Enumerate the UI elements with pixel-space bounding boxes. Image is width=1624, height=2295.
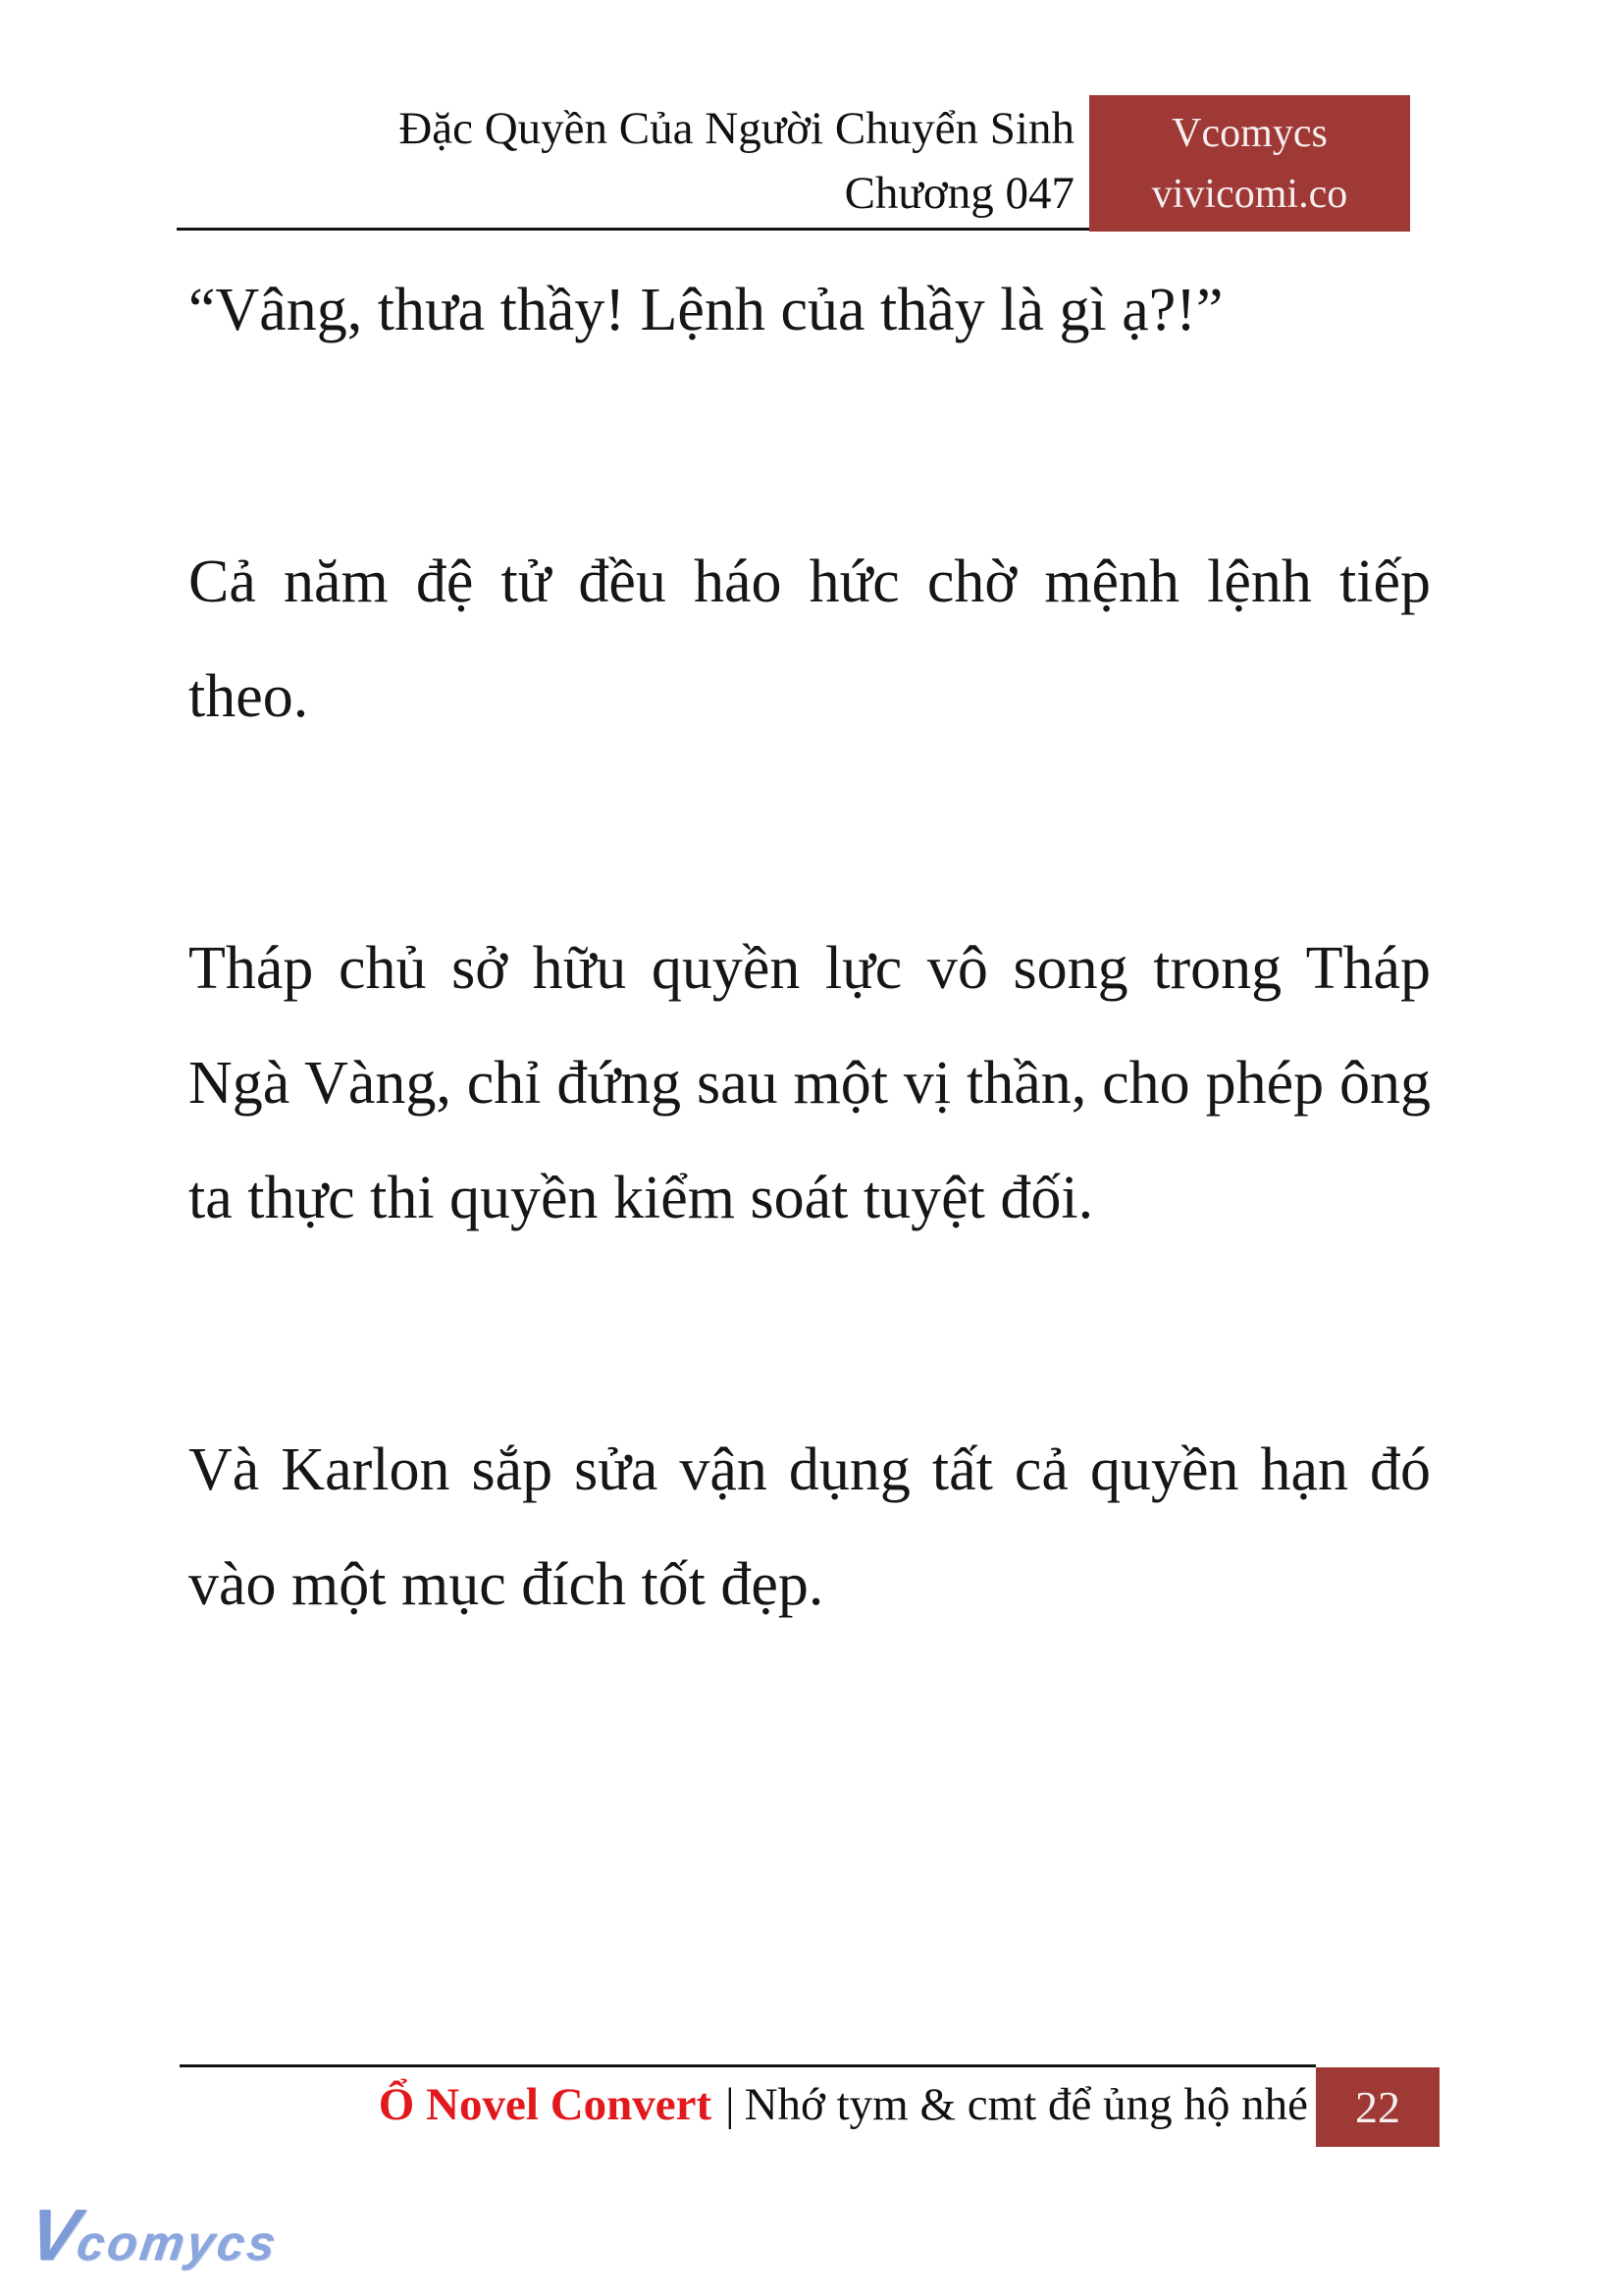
- chapter-label: Chương 047: [844, 168, 1074, 219]
- publisher-name: Vcomycs: [1172, 111, 1328, 156]
- paragraph: Cả năm đệ tử đều háo hức chờ mệnh lệnh tiếp theo.: [188, 548, 1431, 730]
- footer-bar: [180, 2072, 1308, 2137]
- page-number-badge: [1316, 2067, 1440, 2147]
- publisher-url: vivicomi.co: [1151, 172, 1348, 217]
- page-number: 22: [1355, 2082, 1400, 2132]
- vcomycs-watermark-logo: [24, 2194, 283, 2275]
- header-divider: [177, 228, 1089, 231]
- watermark-initial: V: [24, 2194, 84, 2275]
- watermark-rest: comycs: [73, 2216, 282, 2270]
- paragraph: Và Karlon sắp sửa vận dụng tất cả quyền hạn đó vào một mục đích tốt đẹp.: [188, 1436, 1431, 1618]
- footer-divider: [180, 2064, 1316, 2067]
- publisher-brand-box: [1089, 95, 1410, 232]
- page-title: Đặc Quyền Của Người Chuyển Sinh: [398, 103, 1074, 154]
- chapter-text: [188, 253, 1431, 1643]
- footer-separator: |: [725, 2079, 735, 2130]
- paragraph: “Vâng, thưa thầy! Lệnh của thầy là gì ạ?!”: [188, 277, 1224, 343]
- footer-note: Nhớ tym & cmt để ủng hộ nhé: [744, 2079, 1308, 2130]
- header-title-block: [398, 96, 1074, 226]
- paragraph: Tháp chủ sở hữu quyền lực vô song trong Tháp Ngà Vàng, chỉ đứng sau một vị thần, cho phép ông ta thực thi quyền kiểm soát tuyệt đối.: [188, 935, 1431, 1231]
- footer-brand: Ổ Novel Convert: [378, 2079, 712, 2130]
